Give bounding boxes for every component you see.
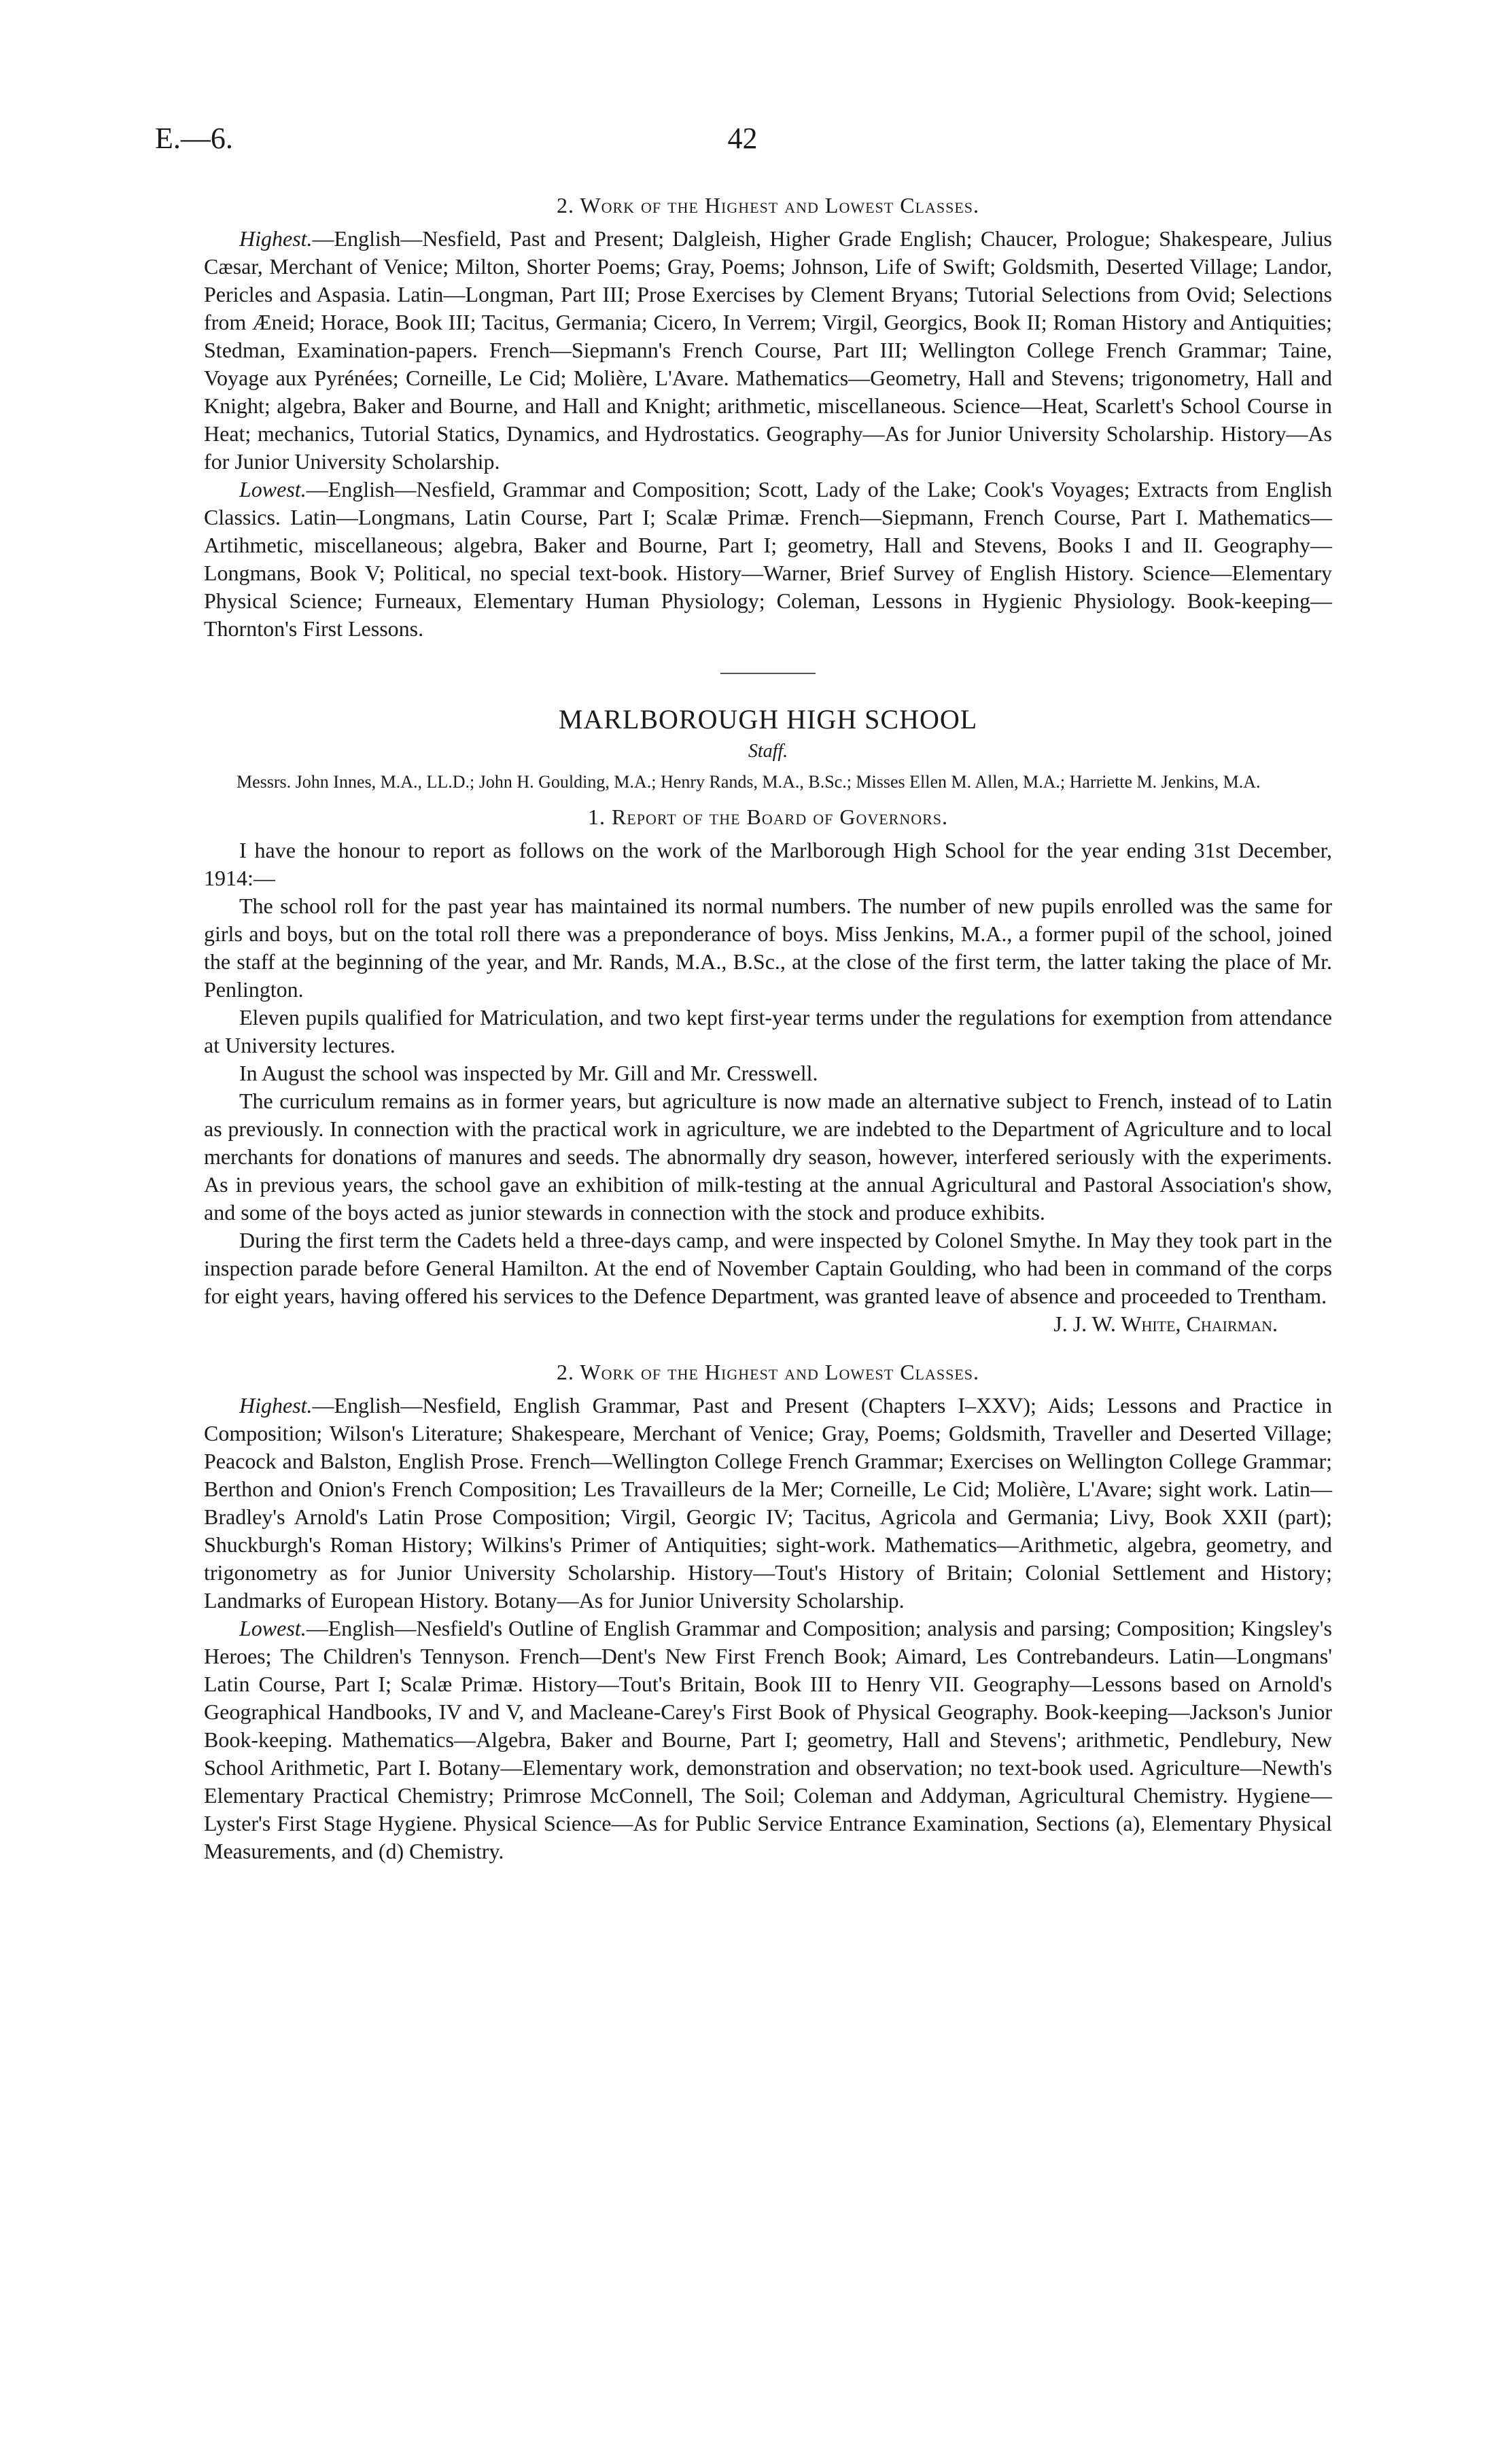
page-content: [204, 192, 1332, 1865]
highest-text: —English—Nesfield, Past and Present; Dalgleish, Higher Grade English; Chaucer, Prologue; Shakespeare, Julius Cæsar, Merchant of Venice; Milton, Shorter Poems; Gray, Poems; Johnson, Life of Swift; Goldsmith, Deserted Village; Landor, Pericles and Aspasia. Latin—Longman, Part III; Prose Exercises by Clement Bryans; Tutorial Selections from Ovid; Selections from Æneid; Horace, Book III; Tacitus, Germania; Cicero, In Verrem; Virgil, Georgics, Book II; Roman History and Antiquities; Stedman, Examination-papers. French—Siepmann's French Course, Part III; Wellington College French Grammar; Taine, Voyage aux Pyrénées; Corneille, Le Cid; Molière, L'Avare. Mathematics—Geometry, Hall and Stevens; trigonometry, Hall and Knight; algebra, Baker and Bourne, and Hall and Knight; arithmetic, miscellaneous. Science—Heat, Scarlett's School Course in Heat; mechanics, Tutorial Statics, Dynamics, and Hydrostatics. Geography—As for Junior University Scholarship. History—As for Junior University Scholarship.: [204, 226, 1332, 474]
report-paragraph: The school roll for the past year has maintained its normal numbers. The number of new pupils enrolled was the same for girls and boys, but on the total roll there was a preponderance of boys. Miss Jenkins, M.A., a former pupil of the school, joined the staff at the beginning of the year, and Mr. Rands, M.A., B.Sc., at the close of the first term, the latter taking the place of Mr. Penlington.: [204, 894, 1332, 1002]
paragraph-highest-2: [204, 1392, 1332, 1615]
section-heading-work-classes-2: 2. Work of the Highest and Lowest Classes.: [556, 1360, 980, 1384]
page-header: [155, 121, 1330, 162]
label-lowest: Lowest.: [239, 477, 307, 501]
highest-text: —English—Nesfield, English Grammar, Past and Present (Chapters I–XXV); Aids; Lessons and Practice in Composition; Wilson's Literature; Shakespeare, Merchant of Venice; Gray, Poems; Goldsmith, Traveller and Deserted Village; Peacock and Balston, English Prose. French—Wellington College French Grammar; Exercises on Wellington College Grammar; Berthon and Onion's French Composition; Les Travailleurs de la Mer; Corneille, Le Cid; Molière, L'Avare; sight work. Latin—Bradley's Arnold's Latin Prose Composition; Virgil, Georgic IV; Tacitus, Agricola and Germania; Livy, Book XXII (part); Shuckburgh's Roman History; Wilkins's Primer of Antiquities; sight-work. Mathematics—Arithmetic, algebra, geometry, and trigonometry as for Junior University Scholarship. History—Tout's History of Britain; Colonial Settlement and History; Landmarks of European History. Botany—As for Junior University Scholarship.: [204, 1393, 1332, 1613]
paragraph-lowest-2: [204, 1615, 1332, 1865]
section-heading-work-classes: 2. Work of the Highest and Lowest Classes.: [556, 193, 980, 217]
report-paragraph: The curriculum remains as in former years, but agriculture is now made an alternative subject to French, instead of to Latin as previously. In connection with the practical work in agriculture, we are indebted to the Department of Agriculture and to local merchants for donations of manures and seeds. The abnormally dry season, however, interfered seriously with the experiments. As in previous years, the school gave an exhibition of milk-testing at the annual Agricultural and Pastoral Association's show, and some of the boys acted as junior stewards in connection with the stock and produce exhibits.: [204, 1089, 1332, 1225]
staff-list: Messrs. John Innes, M.A., LL.D.; John H. Goulding, M.A.; Henry Rands, M.A., B.Sc.; Misses Ellen M. Allen, M.A.; Harriette M. Jenkins, M.A.: [237, 772, 1261, 792]
report-paragraph: Eleven pupils qualified for Matriculation, and two kept first-year terms under the regulations for exemption from attendance at University lectures.: [204, 1005, 1332, 1057]
paragraph-lowest: [204, 476, 1332, 643]
lowest-text: —English—Nesfield's Outline of English Grammar and Composition; analysis and parsing; Composition; Kingsley's Heroes; The Children's Tennyson. French—Dent's New First French Book; Aimard, Les Contrebandeurs. Latin—Longmans' Latin Course, Part I; Scalæ Primæ. History—Tout's Britain, Book III to Henry VII. Geography—Lessons based on Arnold's Geographical Handbooks, IV and V, and Macleane-Carey's First Book of Physical Geography. Book-keeping—Jackson's Junior Book-keeping. Mathematics—Algebra, Baker and Bourne, Part I; geometry, Hall and Stevens'; arithmetic, Pendlebury, New School Arithmetic, Part I. Botany—Elementary work, demonstration and observation; no text-book used. Agriculture—Newth's Elementary Practical Chemistry; Primrose McConnell, The Soil; Coleman and Addyman, Agricultural Chemistry. Hygiene—Lyster's First Stage Hygiene. Physical Science—As for Public Service Entrance Examination, Sections (a), Elementary Physical Measurements, and (d) Chemistry.: [204, 1616, 1332, 1863]
report-paragraph: During the first term the Cadets held a three-days camp, and were inspected by Colonel Smythe. In May they took part in the inspection parade before General Hamilton. At the end of November Captain Goulding, who had been in command of the corps for eight years, having offered his services to the Defence Department, was granted leave of absence and proceeded to Trentham.: [204, 1228, 1332, 1308]
label-highest: Highest.: [239, 226, 313, 251]
report-reference: E.—6.: [155, 122, 233, 155]
paragraph-highest: [204, 225, 1332, 476]
page-number: 42: [727, 122, 758, 155]
school-title: MARLBOROUGH HIGH SCHOOL: [558, 704, 978, 735]
chairman-signature: J. J. W. White, Chairman.: [1053, 1312, 1278, 1336]
label-lowest: Lowest.: [239, 1616, 307, 1640]
report-heading: 1. Report of the Board of Governors.: [587, 805, 949, 829]
label-highest: Highest.: [239, 1393, 313, 1418]
staff-title: Staff.: [748, 741, 788, 762]
section-divider: [720, 673, 816, 674]
lowest-text: —English—Nesfield, Grammar and Composition; Scott, Lady of the Lake; Cook's Voyages; Extracts from English Classics. Latin—Longmans, Latin Course, Part I; Scalæ Primæ. French—Siepmann, French Course, Part I. Mathematics—Artihmetic, miscellaneous; algebra, Baker and Bourne, Part I; geometry, Hall and Stevens, Books I and II. Geography—Longmans, Book V; Political, no special text-book. History—Warner, Brief Survey of English History. Science—Elementary Physical Science; Furneaux, Elementary Human Physiology; Coleman, Lessons in Hygienic Physiology. Book-keeping—Thornton's First Lessons.: [204, 477, 1332, 641]
report-paragraph: In August the school was inspected by Mr. Gill and Mr. Cresswell.: [239, 1061, 818, 1085]
report-paragraph: I have the honour to report as follows on the work of the Marlborough High School for the year ending 31st December, 1914:—: [204, 838, 1332, 890]
